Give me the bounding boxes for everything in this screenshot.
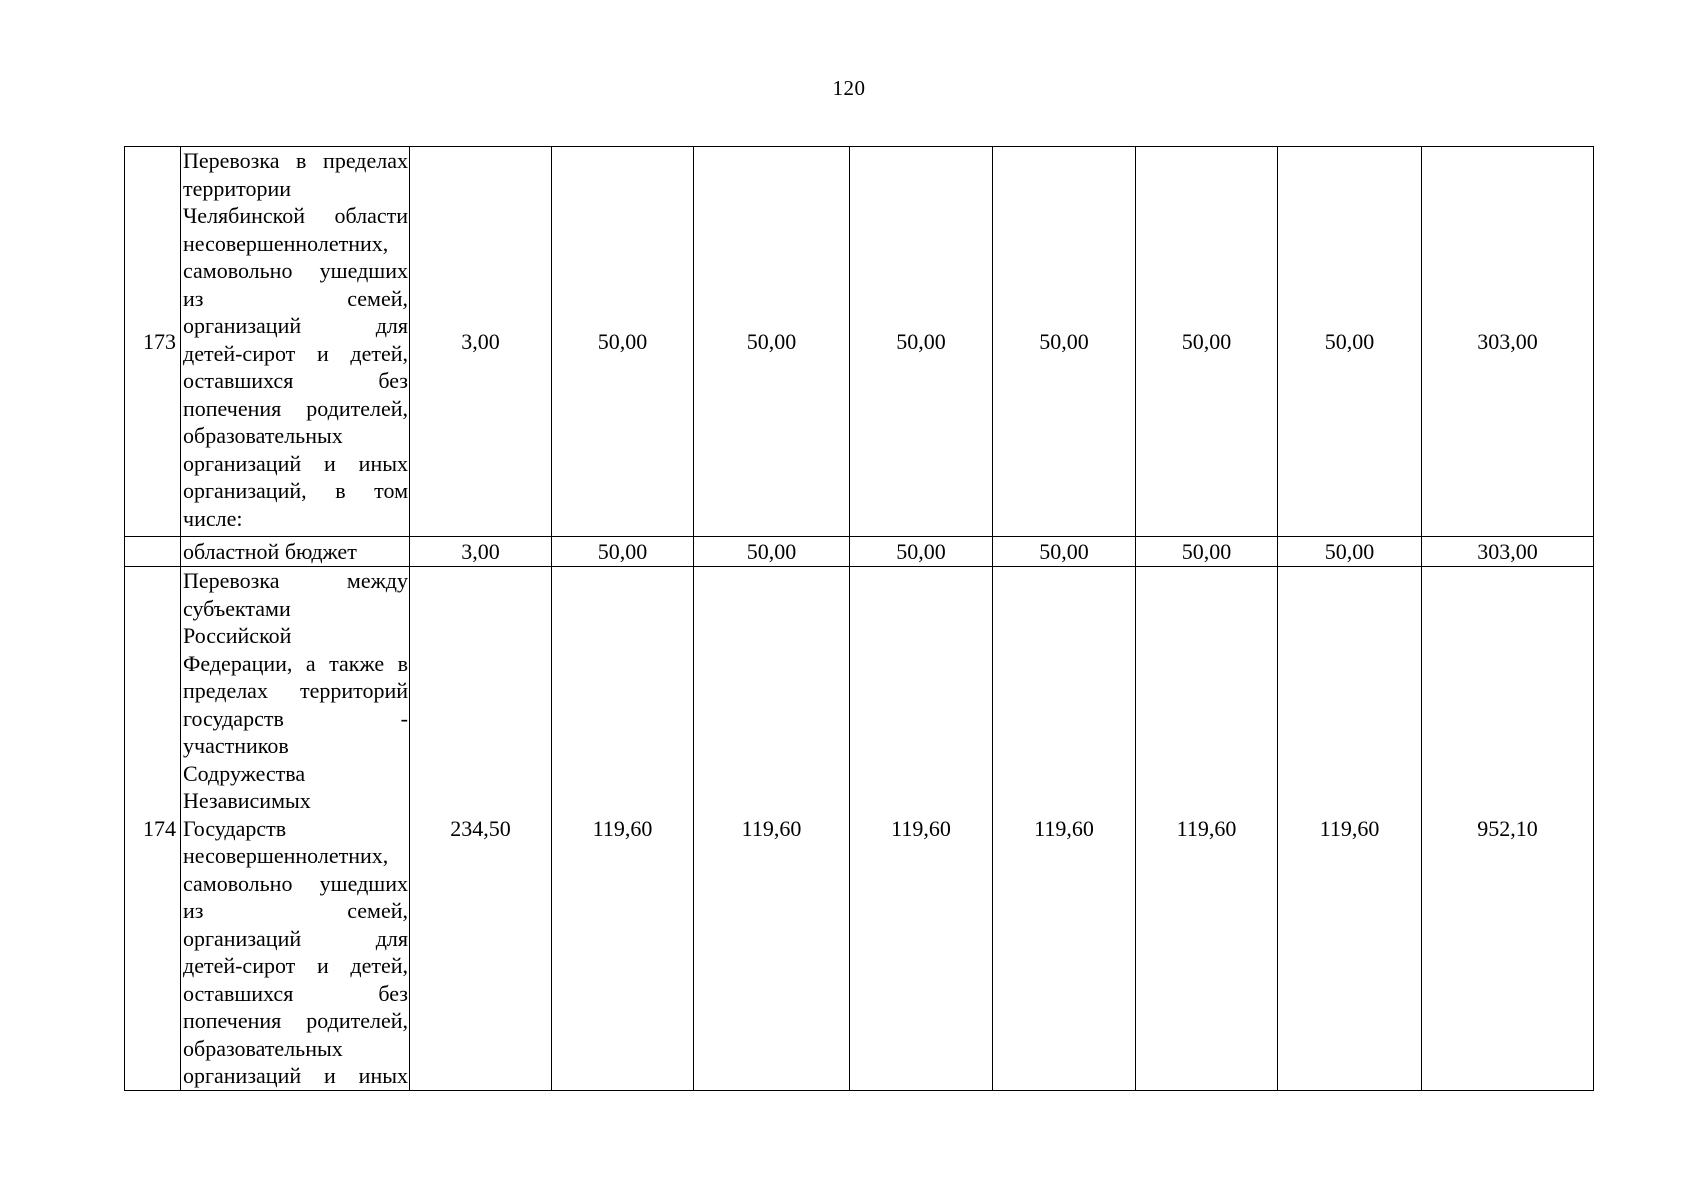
value-cell: 119,60 [694,567,850,1091]
value-cell: 50,00 [993,147,1136,537]
total-cell: 952,10 [1422,567,1594,1091]
table-row-173-budget [125,537,1594,567]
table-row-173 [125,147,1594,537]
value-cell: 3,00 [410,537,552,567]
value-cell: 50,00 [850,537,993,567]
row-number: 174 [125,567,181,1091]
value-cell: 50,00 [694,147,850,537]
row-number [125,537,181,567]
total-cell: 303,00 [1422,147,1594,537]
total-cell: 303,00 [1422,537,1594,567]
value-cell: 119,60 [552,567,694,1091]
value-cell: 119,60 [850,567,993,1091]
row-description-text: Перевозка между субъектами Российской Федерации, а также в пределах территорий государств - участников Содружества Независимых Государств несовершеннолетних, самовольно ушедших из семей, организаций для детей-сирот и детей, оставшихся без попечения родителей, образовательных организаций и иных [183,568,408,1088]
value-cell: 119,60 [993,567,1136,1091]
row-number: 173 [125,147,181,537]
row-description: областной бюджет [181,537,410,567]
row-description [181,567,410,1091]
value-cell: 50,00 [850,147,993,537]
value-cell: 50,00 [1278,147,1422,537]
value-cell: 119,60 [1136,567,1278,1091]
table-row-174 [125,567,1594,1091]
budget-table [124,146,1594,1091]
value-cell: 234,50 [410,567,552,1091]
value-cell: 50,00 [694,537,850,567]
row-description [181,147,410,537]
value-cell: 50,00 [1136,147,1278,537]
value-cell: 50,00 [993,537,1136,567]
value-cell: 50,00 [1136,537,1278,567]
value-cell: 50,00 [552,147,694,537]
value-cell: 50,00 [552,537,694,567]
value-cell: 3,00 [410,147,552,537]
page-number: 120 [832,76,866,100]
value-cell: 119,60 [1278,567,1422,1091]
value-cell: 50,00 [1278,537,1422,567]
row-description-text: Перевозка в пределах территории Челябинской области несовершеннолетних, самовольно ушедших из семей, организаций для детей-сирот и детей, оставшихся без попечения родителей, образовательных организаций и иных организаций, в том числе: [183,148,408,531]
